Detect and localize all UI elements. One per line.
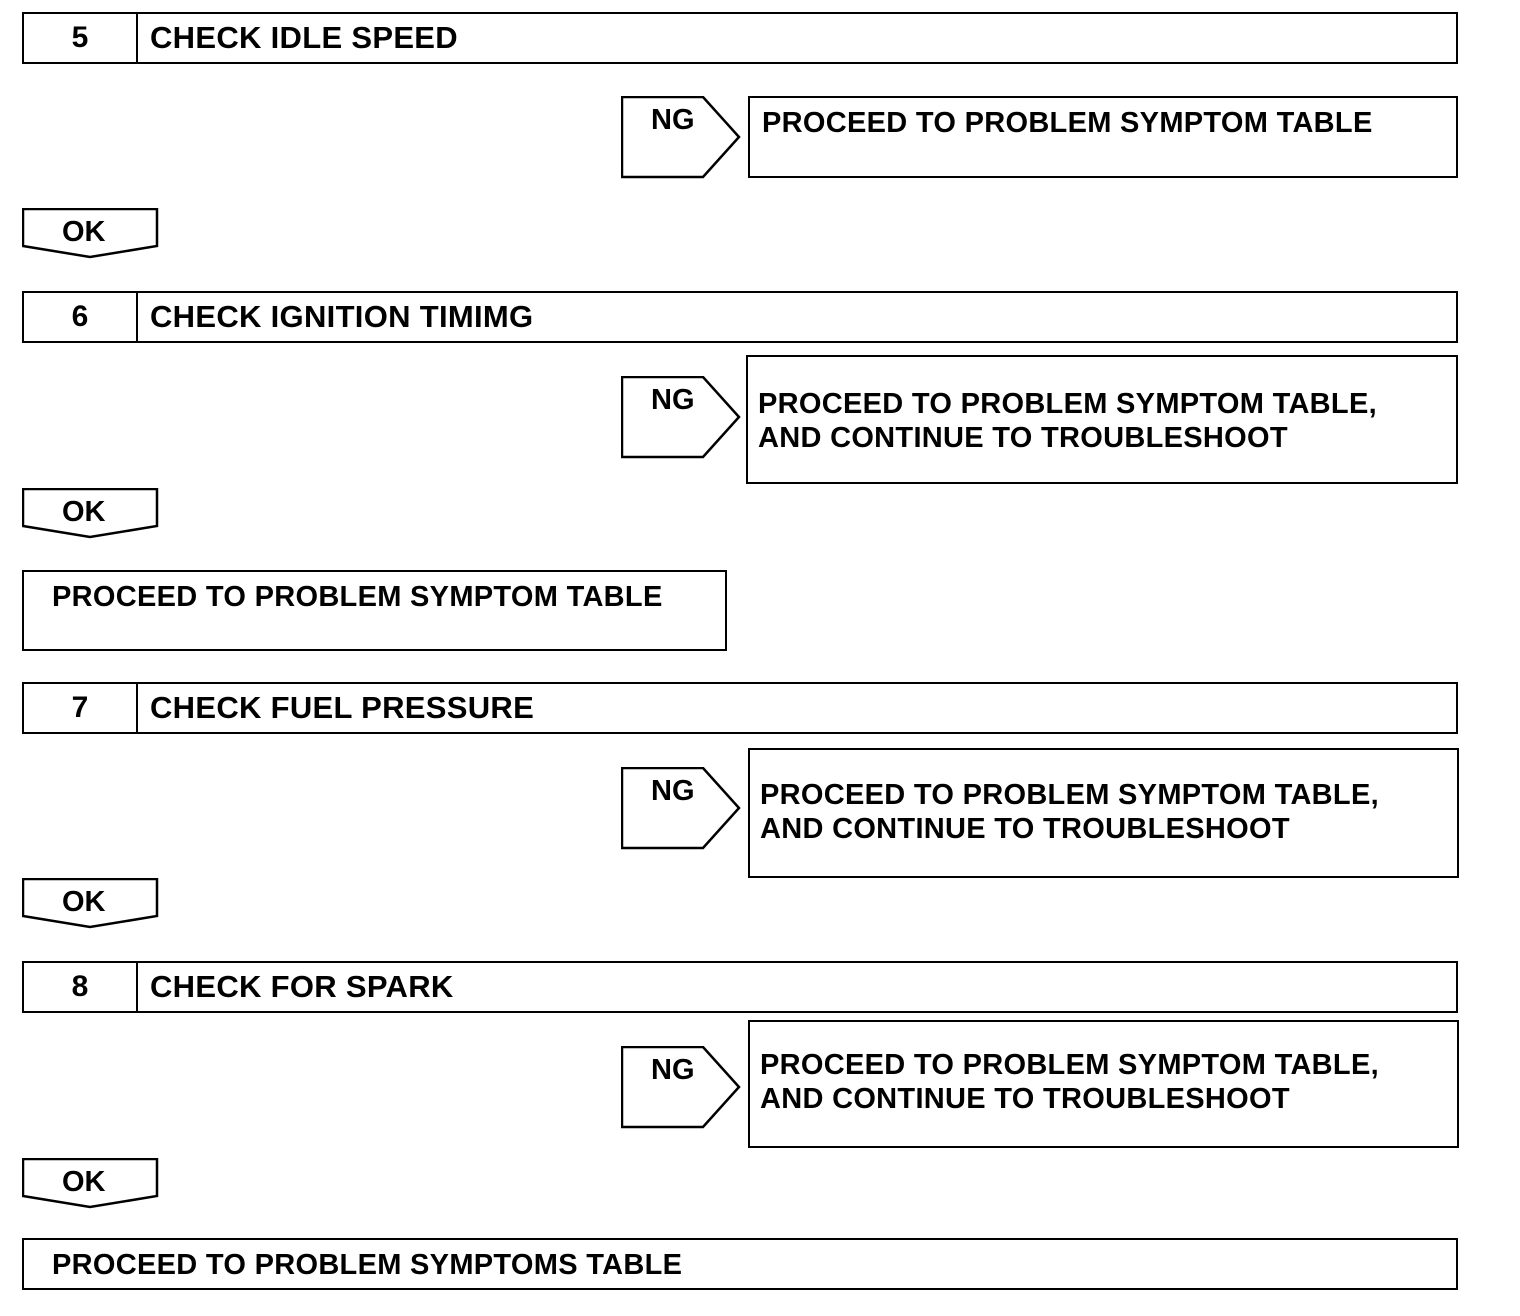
step-title: CHECK FUEL PRESSURE	[150, 690, 535, 725]
ng-branch-marker	[621, 1046, 745, 1130]
ok-result-box	[22, 570, 727, 651]
ok-result-text: PROCEED TO PROBLEM SYMPTOMS TABLE	[52, 1249, 683, 1281]
ok-result-box	[22, 1238, 1458, 1290]
step-title: CHECK IGNITION TIMIMG	[150, 299, 534, 334]
ok-branch-marker	[22, 208, 160, 260]
step-number: 5	[24, 14, 138, 62]
ng-action-line2: AND CONTINUE TO TROUBLESHOOT	[758, 422, 1288, 454]
ok-branch-marker	[22, 878, 160, 930]
ok-result-text: PROCEED TO PROBLEM SYMPTOM TABLE	[52, 581, 663, 613]
step-5-header	[22, 12, 1458, 64]
ng-label: NG	[651, 104, 695, 136]
ng-action-line1: PROCEED TO PROBLEM SYMPTOM TABLE,	[758, 388, 1377, 420]
step-number: 6	[24, 293, 138, 341]
ok-branch-marker	[22, 488, 160, 540]
ng-label: NG	[651, 775, 695, 807]
step-number: 7	[24, 684, 138, 732]
ng-action-box	[746, 355, 1458, 484]
ok-label: OK	[62, 496, 106, 528]
step-8-header	[22, 961, 1458, 1013]
ng-branch-marker	[621, 376, 745, 460]
step-title: CHECK FOR SPARK	[150, 969, 454, 1004]
ng-action-box	[748, 748, 1459, 878]
ng-action-box	[748, 96, 1458, 178]
ng-action-line1: PROCEED TO PROBLEM SYMPTOM TABLE,	[760, 779, 1379, 811]
ng-action-box	[748, 1020, 1459, 1148]
ng-action-line2: AND CONTINUE TO TROUBLESHOOT	[760, 1083, 1290, 1115]
ok-label: OK	[62, 216, 106, 248]
step-title: CHECK IDLE SPEED	[150, 20, 458, 55]
ng-action-line2: AND CONTINUE TO TROUBLESHOOT	[760, 813, 1290, 845]
ng-branch-marker	[621, 96, 745, 180]
ng-branch-marker	[621, 767, 745, 851]
ok-label: OK	[62, 886, 106, 918]
ng-action-line1: PROCEED TO PROBLEM SYMPTOM TABLE	[762, 107, 1373, 139]
ok-branch-marker	[22, 1158, 160, 1210]
step-7-header	[22, 682, 1458, 734]
ng-label: NG	[651, 1054, 695, 1086]
ok-label: OK	[62, 1166, 106, 1198]
ng-action-line1: PROCEED TO PROBLEM SYMPTOM TABLE,	[760, 1049, 1379, 1081]
ng-label: NG	[651, 384, 695, 416]
step-6-header	[22, 291, 1458, 343]
step-number: 8	[24, 963, 138, 1011]
